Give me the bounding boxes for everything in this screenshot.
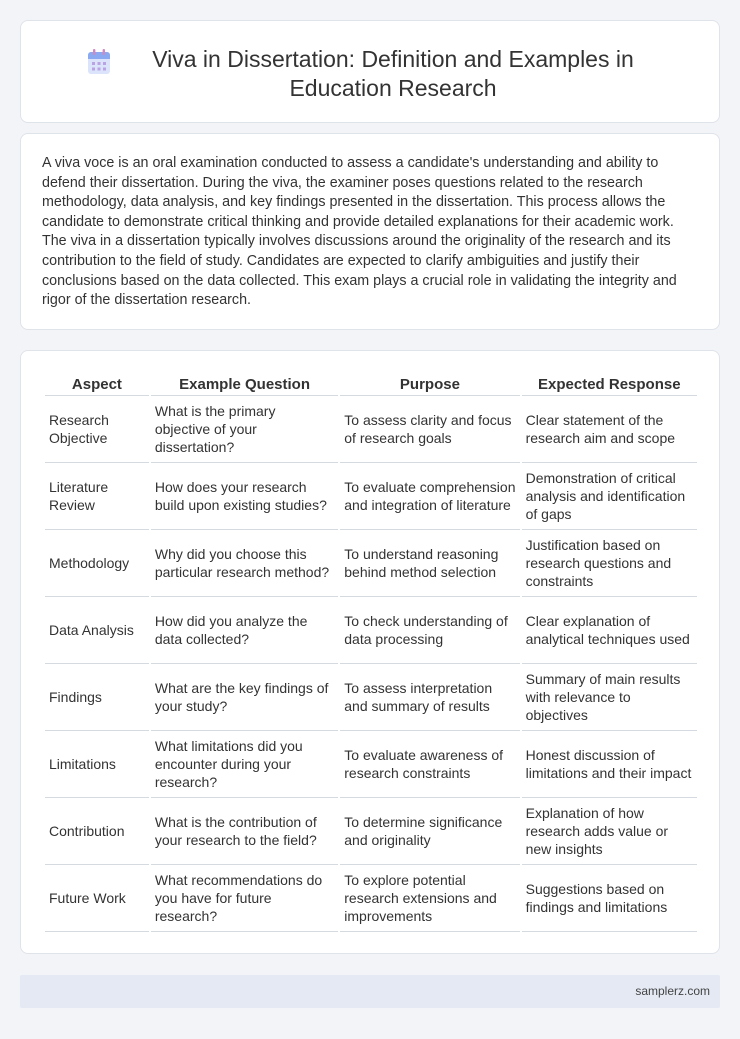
title-wrap: [21, 21, 719, 103]
viva-table: [43, 373, 699, 932]
intro-paragraph: A viva voce is an oral examination conducted to assess a candidate's understanding and ability to defend their dissertation. During the viva, the examiner poses questions related to the research methodology, data analysis, and key findings presented in the dissertation. This process allows the candidate to demonstrate critical thinking and provide detailed explanations for their academic work. The viva in a dissertation typically involves discussions around the originality of the research and its contribution to the field of study. Candidates are expected to clarify ambiguities and justify their conclusions based on the data collected. This exam plays a crucial role in validating the integrity and rigor of the dissertation research.: [42, 155, 677, 309]
cell-purpose: To evaluate comprehension and integration of literature: [340, 463, 519, 530]
cell-response: Summary of main results with relevance to objectives: [522, 664, 697, 731]
cell-purpose: To explore potential research extensions and improvements: [340, 865, 519, 932]
cell-response: Justification based on research questions and constraints: [522, 530, 697, 597]
cell-aspect: Limitations: [45, 731, 149, 798]
cell-question: Why did you choose this particular research method?: [151, 530, 338, 597]
cell-aspect: Future Work: [45, 865, 149, 932]
cell-question: What recommendations do you have for future research?: [151, 865, 338, 932]
table-row: [45, 731, 697, 798]
cell-aspect: Methodology: [45, 530, 149, 597]
table-row: [45, 798, 697, 865]
cell-response: Clear explanation of analytical techniques used: [522, 597, 697, 664]
table-row: [45, 597, 697, 664]
cell-response: Honest discussion of limitations and their impact: [522, 731, 697, 798]
cell-response: Clear statement of the research aim and scope: [522, 396, 697, 463]
header-purpose: Purpose: [340, 373, 519, 396]
intro-card: [20, 133, 720, 330]
table-card: [20, 350, 720, 954]
cell-purpose: To evaluate awareness of research constraints: [340, 731, 519, 798]
cell-question: What is the primary objective of your dissertation?: [151, 396, 338, 463]
table-row: [45, 530, 697, 597]
cell-purpose: To assess clarity and focus of research goals: [340, 396, 519, 463]
cell-response: Demonstration of critical analysis and identification of gaps: [522, 463, 697, 530]
cell-purpose: To determine significance and originality: [340, 798, 519, 865]
header-aspect: Aspect: [45, 373, 149, 396]
table-header-row: [45, 373, 697, 396]
table-row: [45, 463, 697, 530]
table-row: [45, 396, 697, 463]
title-card: [20, 20, 720, 123]
page-title: Viva in Dissertation: Definition and Examples in Education Research: [152, 46, 634, 101]
cell-aspect: Findings: [45, 664, 149, 731]
table-row: [45, 865, 697, 932]
cell-response: Explanation of how research adds value or new insights: [522, 798, 697, 865]
cell-purpose: To check understanding of data processing: [340, 597, 519, 664]
cell-aspect: Research Objective: [45, 396, 149, 463]
cell-purpose: To assess interpretation and summary of results: [340, 664, 519, 731]
cell-purpose: To understand reasoning behind method selection: [340, 530, 519, 597]
calendar-icon: [87, 49, 111, 75]
footer-site-link[interactable]: samplerz.com: [635, 984, 710, 998]
cell-aspect: Literature Review: [45, 463, 149, 530]
cell-aspect: Data Analysis: [45, 597, 149, 664]
table-row: [45, 664, 697, 731]
footer-bar: [20, 975, 720, 1008]
cell-question: What is the contribution of your research to the field?: [151, 798, 338, 865]
cell-question: What are the key findings of your study?: [151, 664, 338, 731]
cell-question: How did you analyze the data collected?: [151, 597, 338, 664]
cell-question: How does your research build upon existing studies?: [151, 463, 338, 530]
cell-question: What limitations did you encounter during your research?: [151, 731, 338, 798]
cell-aspect: Contribution: [45, 798, 149, 865]
cell-response: Suggestions based on findings and limitations: [522, 865, 697, 932]
header-example-question: Example Question: [151, 373, 338, 396]
header-expected-response: Expected Response: [522, 373, 697, 396]
